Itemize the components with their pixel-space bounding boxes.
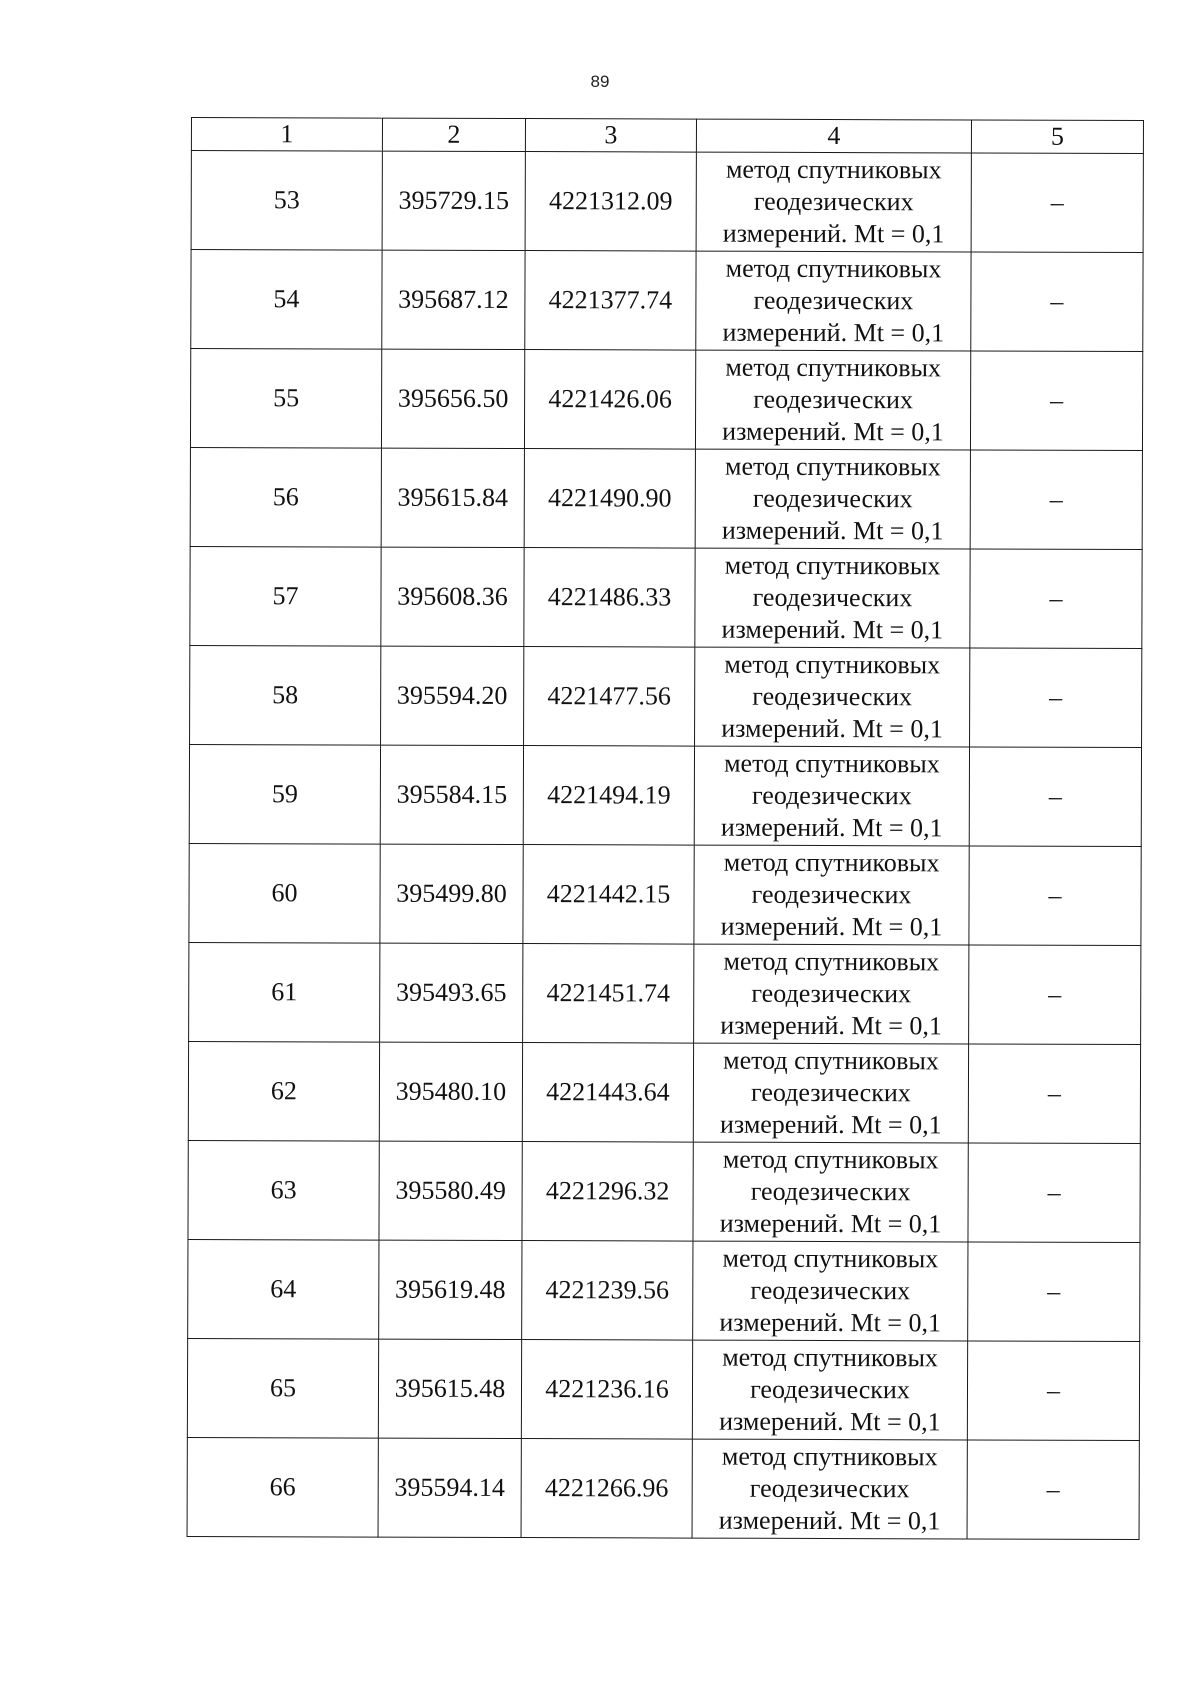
note-cell: – bbox=[970, 351, 1142, 451]
note-cell: – bbox=[969, 747, 1141, 847]
point-number-cell: 65 bbox=[187, 1338, 378, 1438]
note-cell: – bbox=[971, 153, 1143, 253]
note-cell: – bbox=[968, 1242, 1140, 1342]
x-coordinate-cell: 395615.48 bbox=[378, 1339, 521, 1438]
point-number-cell: 62 bbox=[188, 1041, 379, 1141]
x-coordinate-cell: 395687.12 bbox=[382, 250, 525, 349]
note-cell: – bbox=[970, 549, 1142, 649]
x-coordinate-cell: 395493.65 bbox=[380, 943, 523, 1042]
method-cell: метод спутниковых геодезических измерений. Mt = 0,1 bbox=[694, 746, 969, 846]
point-number-cell: 64 bbox=[188, 1239, 379, 1339]
y-coordinate-cell: 4221477.56 bbox=[524, 647, 695, 747]
note-cell: – bbox=[971, 252, 1143, 352]
point-number-cell: 60 bbox=[189, 843, 380, 943]
method-cell: метод спутниковых геодезических измерений. Mt = 0,1 bbox=[692, 1340, 967, 1440]
y-coordinate-cell: 4221442.15 bbox=[523, 845, 694, 945]
column-header: 3 bbox=[525, 119, 696, 153]
note-cell: – bbox=[967, 1341, 1139, 1441]
method-cell: метод спутниковых геодезических измерений. Mt = 0,1 bbox=[694, 944, 969, 1044]
x-coordinate-cell: 395615.84 bbox=[381, 448, 524, 547]
note-cell: – bbox=[970, 648, 1142, 748]
method-cell: метод спутниковых геодезических измерений. Mt = 0,1 bbox=[696, 152, 971, 252]
x-coordinate-cell: 395480.10 bbox=[379, 1042, 522, 1141]
table-row bbox=[189, 744, 1141, 846]
point-number-cell: 63 bbox=[188, 1140, 379, 1240]
x-coordinate-cell: 395580.49 bbox=[379, 1141, 522, 1240]
table-row bbox=[190, 645, 1142, 747]
column-header: 5 bbox=[971, 120, 1143, 154]
table-body bbox=[187, 151, 1143, 1540]
method-cell: метод спутниковых геодезических измерений. Mt = 0,1 bbox=[695, 647, 970, 747]
y-coordinate-cell: 4221486.33 bbox=[524, 548, 695, 648]
table-row bbox=[187, 1338, 1139, 1440]
point-number-cell: 54 bbox=[191, 250, 382, 350]
table-row bbox=[188, 1140, 1140, 1242]
y-coordinate-cell: 4221236.16 bbox=[521, 1340, 692, 1440]
table-row bbox=[190, 349, 1142, 451]
table-row bbox=[188, 1041, 1140, 1143]
method-cell: метод спутниковых геодезических измерений. Mt = 0,1 bbox=[693, 1241, 968, 1341]
table-row bbox=[190, 447, 1142, 549]
note-cell: – bbox=[970, 450, 1142, 550]
x-coordinate-cell: 395594.14 bbox=[378, 1438, 521, 1537]
note-cell: – bbox=[967, 1440, 1139, 1540]
method-cell: метод спутниковых геодезических измерений. Mt = 0,1 bbox=[696, 251, 971, 351]
method-cell: метод спутниковых геодезических измерений. Mt = 0,1 bbox=[694, 845, 969, 945]
table-row bbox=[189, 843, 1141, 945]
note-cell: – bbox=[968, 1143, 1140, 1243]
note-cell: – bbox=[969, 945, 1141, 1045]
y-coordinate-cell: 4221377.74 bbox=[525, 251, 696, 351]
method-cell: метод спутниковых геодезических измерений. Mt = 0,1 bbox=[693, 1142, 968, 1242]
point-number-cell: 57 bbox=[190, 546, 381, 646]
note-cell: – bbox=[968, 1044, 1140, 1144]
coordinates-table bbox=[187, 117, 1144, 1540]
table-row bbox=[191, 151, 1143, 253]
y-coordinate-cell: 4221451.74 bbox=[523, 944, 694, 1044]
method-cell: метод спутниковых геодезических измерений. Mt = 0,1 bbox=[692, 1439, 967, 1539]
table-row bbox=[190, 546, 1142, 648]
x-coordinate-cell: 395729.15 bbox=[382, 151, 525, 250]
point-number-cell: 66 bbox=[187, 1437, 378, 1537]
method-cell: метод спутниковых геодезических измерений. Mt = 0,1 bbox=[695, 350, 970, 450]
table-header-row bbox=[191, 118, 1143, 154]
method-cell: метод спутниковых геодезических измерений. Mt = 0,1 bbox=[693, 1043, 968, 1143]
point-number-cell: 61 bbox=[189, 942, 380, 1042]
method-cell: метод спутниковых геодезических измерений. Mt = 0,1 bbox=[695, 548, 970, 648]
table-row bbox=[187, 1437, 1139, 1539]
y-coordinate-cell: 4221296.32 bbox=[522, 1142, 693, 1242]
x-coordinate-cell: 395499.80 bbox=[380, 844, 523, 943]
x-coordinate-cell: 395619.48 bbox=[379, 1240, 522, 1339]
x-coordinate-cell: 395584.15 bbox=[380, 745, 523, 844]
table-row bbox=[189, 942, 1141, 1044]
method-cell: метод спутниковых геодезических измерений. Mt = 0,1 bbox=[695, 449, 970, 549]
point-number-cell: 55 bbox=[190, 349, 381, 449]
y-coordinate-cell: 4221266.96 bbox=[521, 1439, 692, 1539]
y-coordinate-cell: 4221312.09 bbox=[525, 152, 696, 252]
x-coordinate-cell: 395594.20 bbox=[381, 646, 524, 745]
y-coordinate-cell: 4221494.19 bbox=[523, 746, 694, 846]
note-cell: – bbox=[969, 846, 1141, 946]
point-number-cell: 59 bbox=[189, 744, 380, 844]
x-coordinate-cell: 395656.50 bbox=[381, 349, 524, 448]
table-row bbox=[191, 250, 1143, 352]
y-coordinate-cell: 4221239.56 bbox=[522, 1241, 693, 1341]
y-coordinate-cell: 4221426.06 bbox=[524, 350, 695, 450]
point-number-cell: 53 bbox=[191, 151, 382, 251]
column-header: 4 bbox=[696, 119, 971, 153]
table-row bbox=[188, 1239, 1140, 1341]
y-coordinate-cell: 4221443.64 bbox=[522, 1043, 693, 1143]
column-header: 1 bbox=[191, 118, 382, 152]
point-number-cell: 56 bbox=[190, 447, 381, 547]
y-coordinate-cell: 4221490.90 bbox=[524, 449, 695, 549]
point-number-cell: 58 bbox=[190, 645, 381, 745]
page-number: 89 bbox=[590, 72, 610, 91]
column-header: 2 bbox=[382, 118, 525, 151]
x-coordinate-cell: 395608.36 bbox=[381, 547, 524, 646]
